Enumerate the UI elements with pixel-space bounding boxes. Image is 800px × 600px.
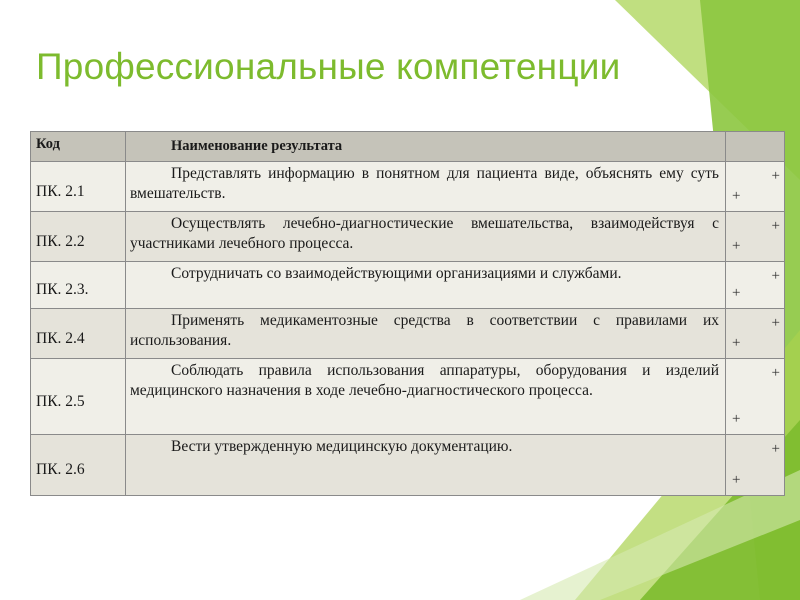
table-row — [31, 212, 785, 262]
row-mark: + + — [726, 309, 785, 359]
row-code: ПК. 2.6 — [31, 435, 126, 496]
row-code: ПК. 2.2 — [31, 212, 126, 262]
row-mark: + + — [726, 359, 785, 435]
header-mark — [726, 132, 785, 162]
row-code: ПК. 2.5 — [31, 359, 126, 435]
row-name: Вести утвержденную медицинскую документацию. — [126, 435, 726, 496]
table-row — [31, 435, 785, 496]
row-name: Сотрудничать со взаимодействующими организациями и службами. — [126, 262, 726, 309]
row-name: Представлять информацию в понятном для пациента виде, объяснять ему суть вмешательств. — [126, 162, 726, 212]
table-header-row — [31, 132, 785, 162]
table-row — [31, 162, 785, 212]
header-code: Код — [31, 132, 126, 162]
row-mark: + + — [726, 435, 785, 496]
row-mark: + + — [726, 162, 785, 212]
row-name: Соблюдать правила использования аппаратуры, оборудования и изделий медицинского назначения в ходе лечебно-диагностического процесса. — [126, 359, 726, 435]
row-mark: + + — [726, 262, 785, 309]
competencies-table — [30, 131, 785, 496]
row-name: Осуществлять лечебно-диагностические вмешательства, взаимодействуя с участниками лечебного процесса. — [126, 212, 726, 262]
table-row — [31, 309, 785, 359]
row-mark: + + — [726, 212, 785, 262]
row-code: ПК. 2.3. — [31, 262, 126, 309]
row-code: ПК. 2.1 — [31, 162, 126, 212]
table-row — [31, 262, 785, 309]
slide-title: Профессиональные компетенции — [36, 46, 621, 87]
header-name: Наименование результата — [126, 132, 726, 162]
row-code: ПК. 2.4 — [31, 309, 126, 359]
table-row — [31, 359, 785, 435]
row-name: Применять медикаментозные средства в соответствии с правилами их использования. — [126, 309, 726, 359]
